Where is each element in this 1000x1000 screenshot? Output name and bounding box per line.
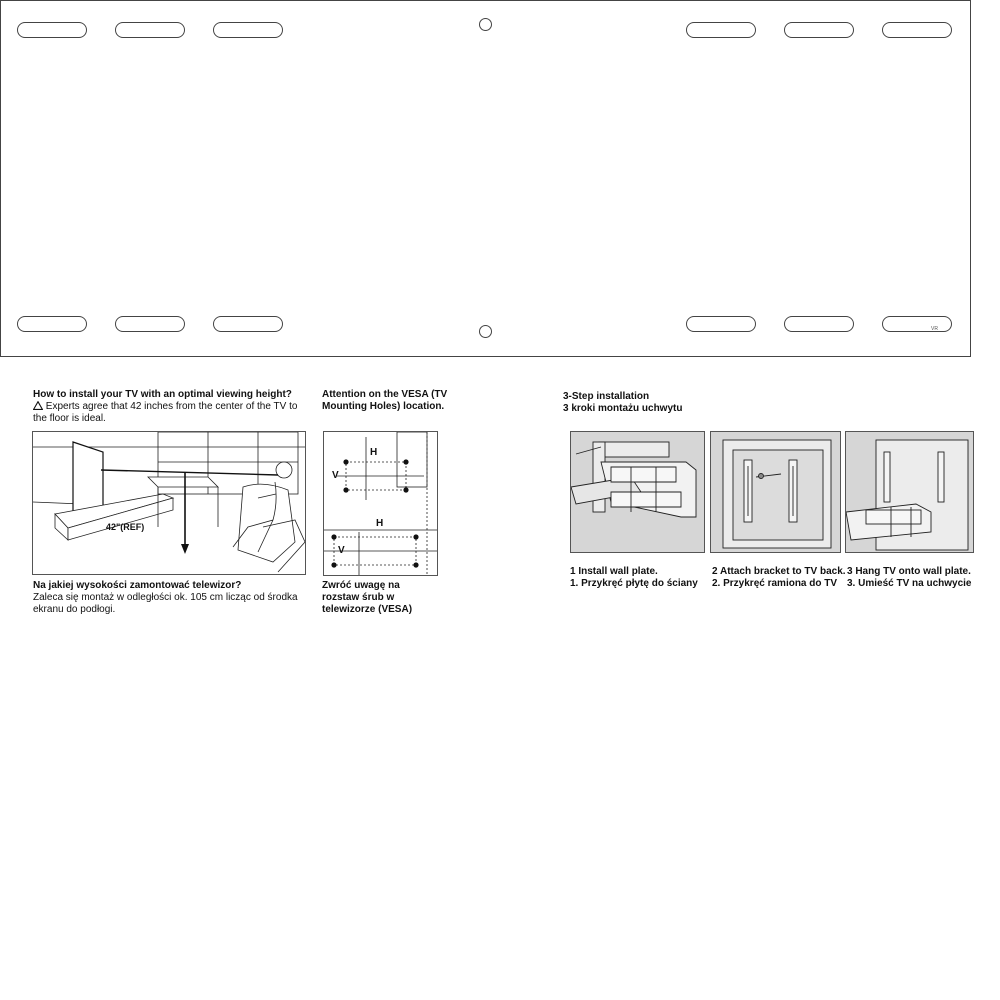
vesa-h-label-top: H [370,447,378,458]
step-1-pl: 1. Przykręć płytę do ściany [570,578,698,589]
mounting-slot [17,22,87,38]
install-heading: 3-Step installation [563,391,650,402]
mounting-slot [115,316,185,332]
step-1-en: 1 Install wall plate. [570,566,658,577]
mounting-hole [479,18,492,31]
mounting-slot [686,316,756,332]
pl-viewing-text-2: ekranu do podłogi. [33,604,116,615]
mounting-slot [784,316,854,332]
mounting-slot [686,22,756,38]
vesa-v-label-bottom: V [338,545,345,556]
step-2-en: 2 Attach bracket to TV back. [712,566,846,577]
vesa-h-label-bottom: H [376,518,384,529]
pl-vesa-text-1: Zwróć uwagę na [322,580,400,591]
corner-mark: VR [931,326,938,332]
vesa-heading-2: Mounting Holes) location. [322,401,445,412]
vesa-v-label-top: V [332,470,339,481]
warning-triangle-icon [33,401,43,410]
step-3-image [845,431,974,553]
step-3-en: 3 Hang TV onto wall plate. [847,566,971,577]
mounting-slot [882,316,952,332]
mounting-slot [115,22,185,38]
height-label: 42"(REF) [106,522,145,532]
mounting-slot [882,22,952,38]
install-heading-pl: 3 kroki montażu uchwytu [563,403,683,414]
step-1-image [570,431,705,553]
pl-viewing-heading: Na jakiej wysokości zamontować telewizor? [33,580,242,591]
mounting-hole [479,325,492,338]
pl-vesa-text-3: telewizorze (VESA) [322,604,413,615]
mounting-plate [0,0,971,357]
vesa-diagram [323,431,438,576]
tip-line [33,401,297,413]
pl-viewing-text-1: Zaleca się montaż w odległości ok. 105 cm licząc od środka [33,592,298,603]
mounting-slot [213,316,283,332]
living-room-illustration [32,431,306,575]
tip-text: Experts agree that 42 inches from the center of the TV to [45,401,298,412]
step-3-pl: 3. Umieść TV na uchwycie [847,578,972,589]
vesa-heading-1: Attention on the VESA (TV [322,389,448,400]
tip-text-2: the floor is ideal. [33,413,106,424]
viewing-height-heading: How to install your TV with an optimal viewing height? [33,389,292,400]
mounting-slot [213,22,283,38]
step-2-image [710,431,841,553]
step-2-pl: 2. Przykręć ramiona do TV [712,578,838,589]
mounting-slot [784,22,854,38]
pl-vesa-text-2: rozstaw śrub w [322,592,395,603]
mounting-slot [17,316,87,332]
